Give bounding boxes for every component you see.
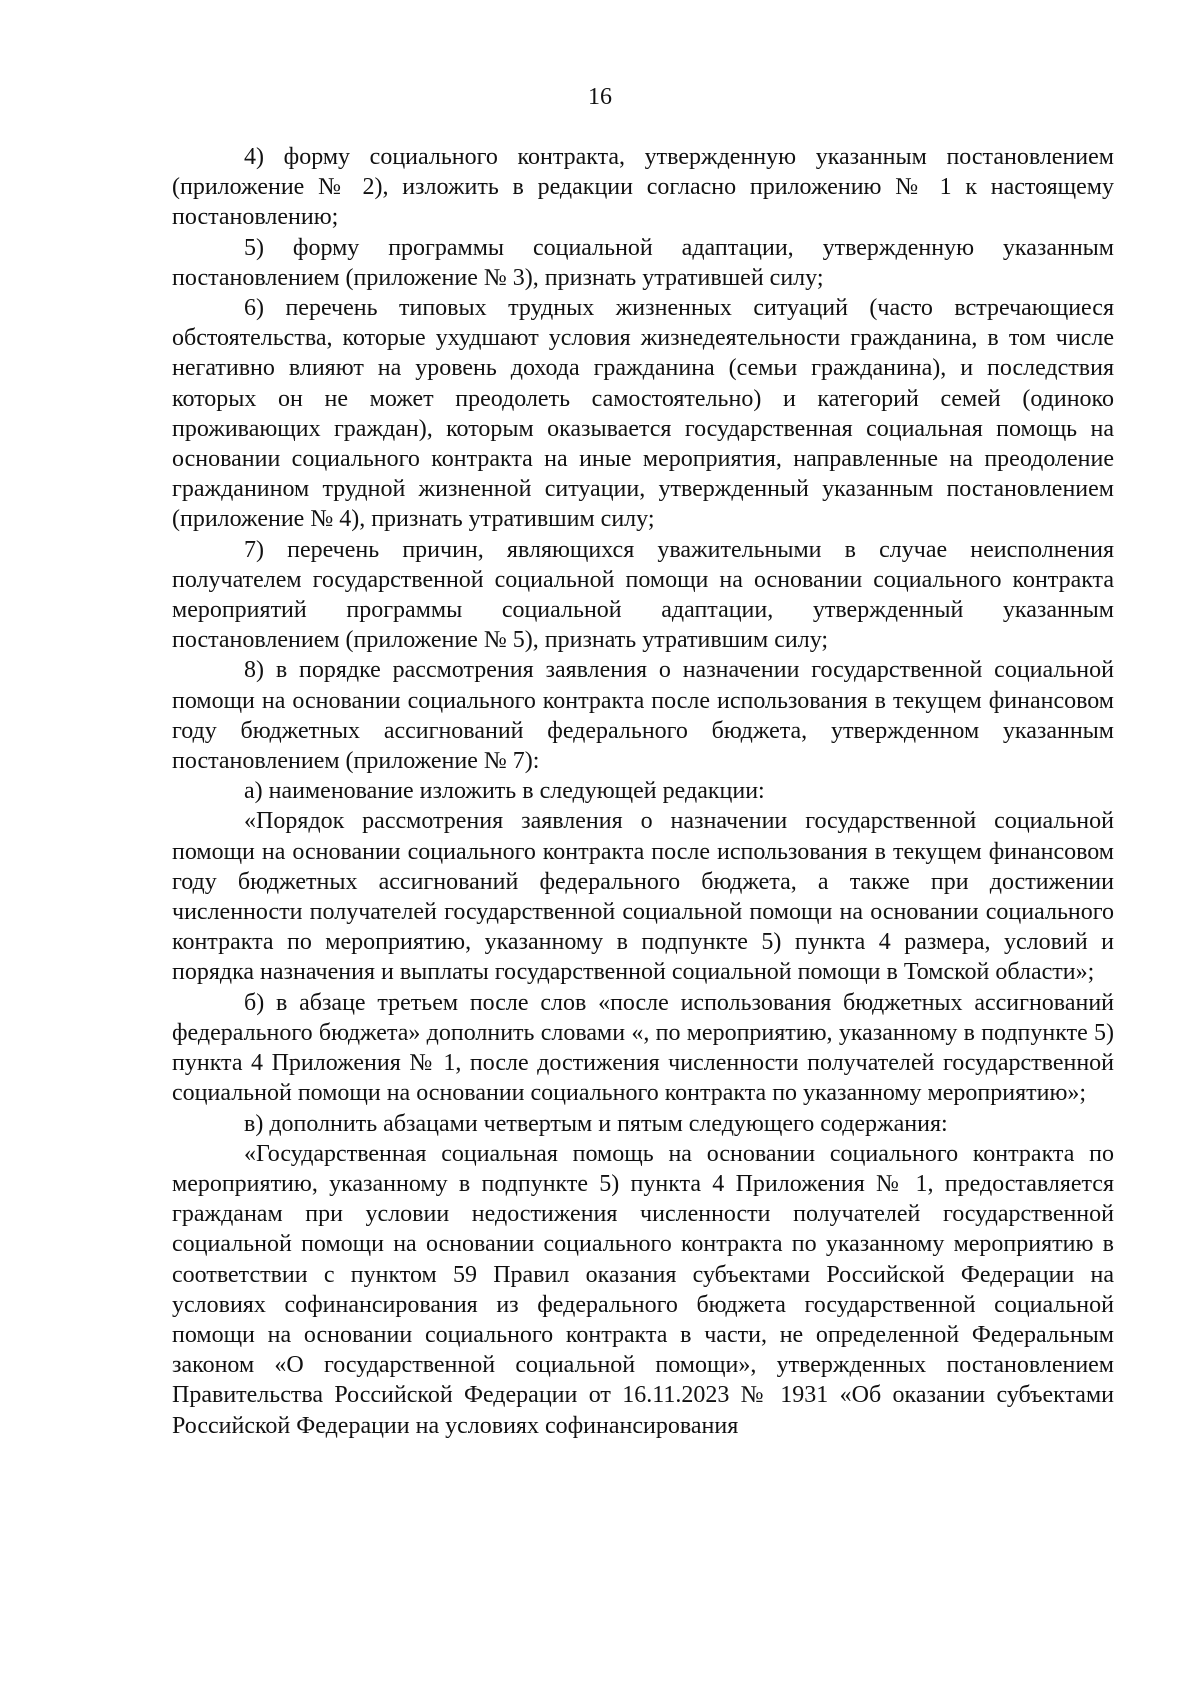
document-body xyxy=(172,142,1114,1441)
paragraph-item-7: 7) перечень причин, являющихся уважительными в случае неисполнения получателем государственной социальной помощи на основании социального контракта мероприятий программы социальной адаптации, утвержденный указанным постановлением (приложение № 5), признать утратившим силу; xyxy=(172,536,1114,654)
paragraph-quoted-addition: «Государственная социальная помощь на основании социального контракта по мероприятию, указанному в подпункте 5) пункта 4 Приложения № 1, предоставляется гражданам при условии недостижения численности получателей государственной социальной помощи на основании социального контракта по указанному мероприятию в соответствии с пунктом 59 Правил оказания субъектами Российской Федерации на условиях софинансирования из федерального бюджета государственной социальной помощи на основании социального контракта в части, не определенной Федеральным законом «О государственной социальной помощи», утвержденных постановлением Правительства Российской Федерации от 16.11.2023 № 1931 «Об оказании субъектами Российской Федерации на условиях софинансирования xyxy=(172,1140,1114,1439)
paragraph-item-5: 5) форму программы социальной адаптации, утвержденную указанным постановлением (приложение № 3), признать утратившей силу; xyxy=(172,234,1114,291)
paragraph-subitem-a: а) наименование изложить в следующей редакции: xyxy=(244,778,765,805)
paragraph-item-4: 4) форму социального контракта, утвержденную указанным постановлением (приложение № 2), изложить в редакции согласно приложению № 1 к настоящему постановлению; xyxy=(172,144,1114,231)
paragraph-subitem-v: в) дополнить абзацами четвертым и пятым следующего содержания: xyxy=(244,1110,948,1137)
paragraph-subitem-b: б) в абзаце третьем после слов «после использования бюджетных ассигнований федерального бюджета» дополнить словами «, по мероприятию, указанному в подпункте 5) пункта 4 Приложения № 1, после достижения численности получателей государственной социальной помощи на основании социального контракта по указанному мероприятию»; xyxy=(172,989,1114,1107)
paragraph-quoted-title: «Порядок рассмотрения заявления о назначении государственной социальной помощи на основании социального контракта после использования в текущем финансовом году бюджетных ассигнований федерального бюджета, а также при достижении численности получателей государственной социальной помощи на основании социального контракта по мероприятию, указанному в подпункте 5) пункта 4 размера, условий и порядка назначения и выплаты государственной социальной помощи в Томской области»; xyxy=(172,808,1114,986)
page-number: 16 xyxy=(588,84,612,110)
paragraph-item-6: 6) перечень типовых трудных жизненных ситуаций (часто встречающиеся обстоятельства, которые ухудшают условия жизнедеятельности гражданина, в том числе негативно влияют на уровень дохода гражданина (семьи гражданина), и последствия которых он не может преодолеть самостоятельно) и категорий семей (одиноко проживающих граждан), которым оказывается государственная социальная помощь на основании социального контракта на иные мероприятия, направленные на преодоление гражданином трудной жизненной ситуации, утвержденный указанным постановлением (приложение № 4), признать утратившим силу; xyxy=(172,295,1114,533)
paragraph-item-8: 8) в порядке рассмотрения заявления о назначении государственной социальной помощи на основании социального контракта после использования в текущем финансовом году бюджетных ассигнований федерального бюджета, утвержденном указанным постановлением (приложение № 7): xyxy=(172,657,1114,775)
